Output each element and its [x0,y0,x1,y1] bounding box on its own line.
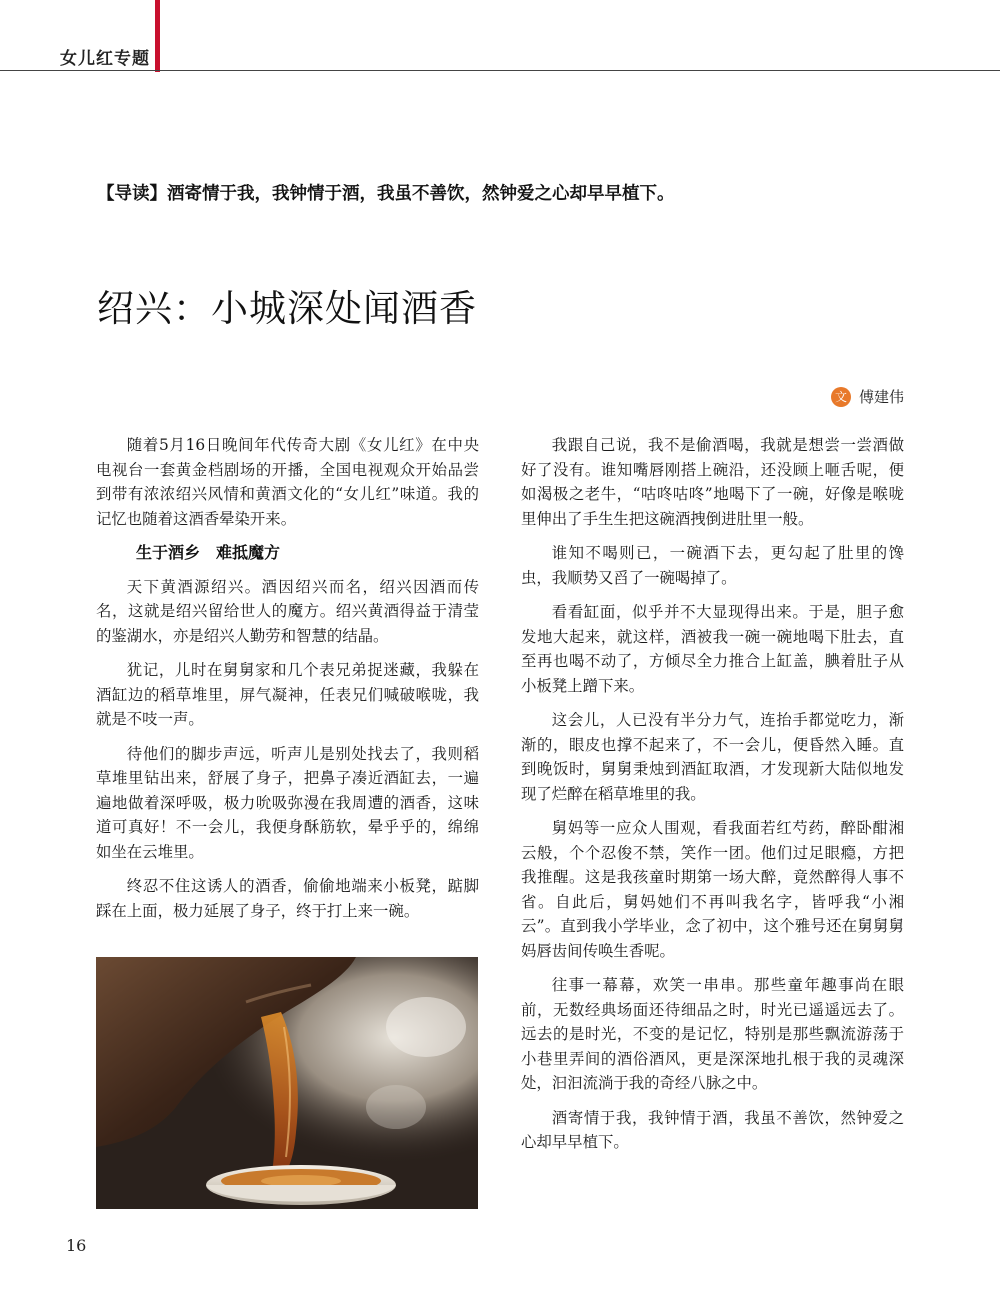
wine-pouring-photo [96,957,478,1209]
paragraph: 谁知不喝则已，一碗酒下去，更勾起了肚里的馋虫，我顺势又舀了一碗喝掉了。 [521,544,904,587]
right-column [521,433,904,1165]
paragraph: 天下黄酒源绍兴。酒因绍兴而名，绍兴因酒而传名，这就是绍兴留给世人的魔方。绍兴黄酒得益于清莹的鉴湖水，亦是绍兴人勤劳和智慧的结晶。 [96,577,479,645]
section-label: 女儿红专题 [60,49,150,69]
paragraph: 随着5月16日晚间年代传奇大剧《女儿红》在中央电视台一套黄金档剧场的开播，全国电视观众开始品尝到带有浓浓绍兴风情和黄酒文化的“女儿红”味道。我的记忆也随着这酒香晕染开来。 [96,436,479,528]
author-name: 傅建伟 [858,388,904,406]
paragraph: 我跟自己说，我不是偷酒喝，我就是想尝一尝酒做好了没有。谁知嘴唇刚搭上碗沿，还没顾上咂舌呢，便如渴极之老牛，“咕咚咕咚”地喝下了一碗，好像是喉咙里伸出了手生生把这碗酒拽倒进肚里一般。 [521,436,904,528]
byline [831,386,904,407]
paragraph: 酒寄情于我，我钟情于酒，我虽不善饮，然钟爱之心却早早植下。 [521,1108,904,1151]
page-number: 16 [66,1236,87,1255]
paragraph: 这会儿，人已没有半分力气，连抬手都觉吃力，渐渐的，眼皮也撑不起来了，不一会儿，便昏然入睡。直到晚饭时，舅舅秉烛到酒缸取酒，才发现新大陆似地发现了烂醉在稻草堆里的我。 [521,711,904,803]
header-accent-bar [155,0,160,72]
article-title: 绍兴：小城深处闻酒香 [97,287,477,330]
paragraph: 待他们的脚步声远，听声儿是别处找去了，我则稻草堆里钻出来，舒展了身子，把鼻子凑近酒缸去，一遍遍地做着深呼吸，极力吮吸弥漫在我周遭的酒香，这味道可真好！不一会儿，我便身酥筋软，晕乎乎的，绵绵如坐在云堆里。 [96,744,479,861]
header-rule [0,70,1000,71]
left-column [96,433,479,933]
paragraph: 舅妈等一应众人围观，看我面若红芍药，醉卧酣湘云般，个个忍俊不禁，笑作一团。他们过足眼瘾，方把我推醒。这是我孩童时期第一场大醉，竟然醉得人事不省。自此后，舅妈她们不再叫我名字，皆呼我“小湘云”。直到我小学毕业，念了初中，这个雅号还在舅舅舅妈唇齿间传唤生香呢。 [521,819,904,960]
paragraph: 终忍不住这诱人的酒香，偷偷地端来小板凳，踮脚踩在上面，极力延展了身子，终于打上来一碗。 [96,877,479,920]
paragraph: 往事一幕幕，欢笑一串串。那些童年趣事尚在眼前，无数经典场面还待细品之时，时光已遥遥远去了。远去的是时光，不变的是记忆，特别是那些飘流游荡于小巷里弄间的酒俗酒风，更是深深地扎根于我的灵魂深处，汩汩流淌于我的奇经八脉之中。 [521,976,904,1092]
paragraph: 犹记，儿时在舅舅家和几个表兄弟捉迷藏，我躲在酒缸边的稻草堆里，屏气凝神，任表兄们喊破喉咙，我就是不吱一声。 [96,661,479,728]
subheading: 生于酒乡 难抵魔方 [136,543,281,562]
paragraph: 看看缸面，似乎并不大显现得出来。于是，胆子愈发地大起来，就这样，酒被我一碗一碗地喝下肚去，直至再也喝不动了，方倾尽全力推合上缸盖，腆着肚子从小板凳上蹭下来。 [521,603,904,695]
intro-lead: 【导读】酒寄情于我，我钟情于酒，我虽不善饮，然钟爱之心却早早植下。 [97,184,675,204]
wine-pouring-illustration [96,957,478,1209]
byline-badge: 文 [831,387,851,407]
